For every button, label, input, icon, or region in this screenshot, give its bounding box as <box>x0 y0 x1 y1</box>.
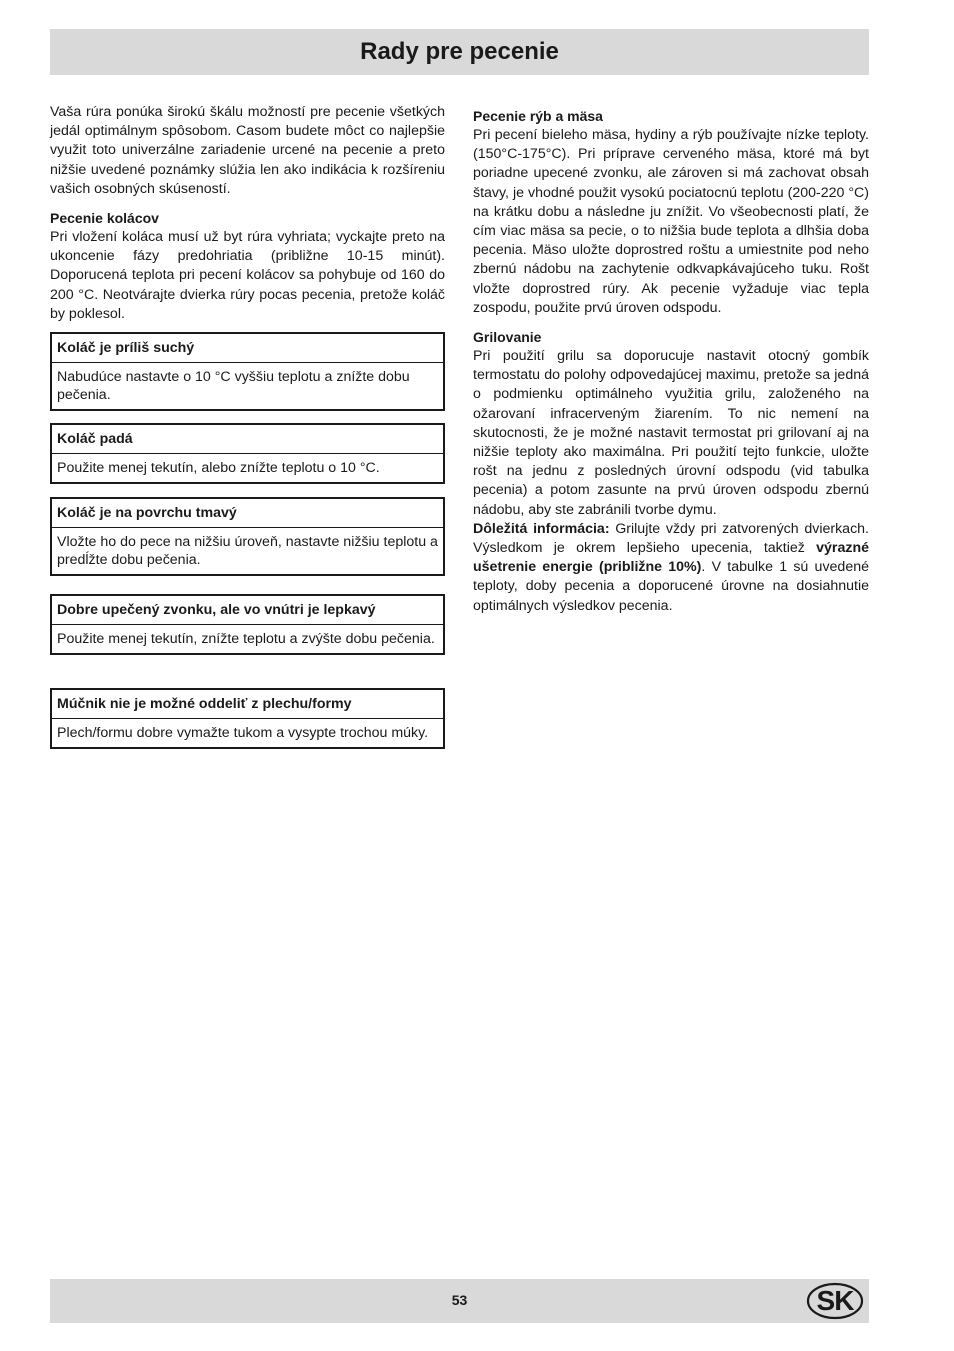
cakes-heading: Pecenie kolácov <box>50 210 159 227</box>
language-code: SK <box>816 1285 854 1316</box>
tip-body: Plech/formu dobre vymažte tukom a vysypte trochou múky. <box>57 725 429 741</box>
tip-title: Múčnik nie je možné oddeliť z plechu/formy <box>52 690 443 719</box>
cakes-paragraph: Pri vložení koláca musí už byt rúra vyhriata; vyckajte preto na ukoncenie fázy predohriatia (približne 10-15 minút). Doporucená teplota pri pecení kolácov sa pohybuje od 160 do 200 °C. Neotvárajte dvierka rúry pocas pecenia, pretože koláč by poklesol. <box>50 229 445 322</box>
tip-box-1 <box>50 332 445 411</box>
important-bold: výrazné ušetrenie energie (približne 10%) <box>473 540 869 576</box>
important-text-2: . V tabulke 1 sú uvedené teploty, doby pecenia a doporucené úrovne na dosiahnutie optimálnych výsledkov pecenia. <box>473 559 869 614</box>
intro-paragraph: Vaša rúra ponúka širokú škálu možností pre pecenie všetkých jedál optimálnym spôsobom. Casom budete môct co najlepšie využit toto univerzálne zariadenie urcené na pecenie a preto nižšie uvedené poznámky slúžia len ako indikácia k rozšíreniu vašich osobných skúseností. <box>50 104 445 197</box>
fish-meat-heading: Pecenie rýb a mäsa <box>473 108 603 124</box>
tip-box-4 <box>50 594 445 655</box>
tip-box-2 <box>50 423 445 484</box>
tip-title: Koláč je príliš suchý <box>52 334 443 363</box>
fish-meat-paragraph: Pri pecení bieleho mäsa, hydiny a rýb používajte nízke teploty. (150°C-175°C). Pri príprave cerveného mäsa, ktoré má byt poriadne upecené zvonku, ale zároven si má zachovat obsah štavy, je vhodné použit vysokú pociatocnú teplotu (200-220 °C) na krátku dobu a následne ju znížit. Vo všeobecnosti platí, že cím viac mäsa sa pecie, o to nižšia bude teplota a dlhšia doba pecenia. Mäso uložte doprostred roštu a umiestnite pod neho zbernú nádobu na zachytenie odkvapkávajúceho tuku. Rošt vložte doprostred rúry. Ak pecenie vyžaduje viac tepla zospodu, použite prvú úroven odspodu. <box>473 127 869 316</box>
important-label: Dôležitá informácia: <box>473 520 610 537</box>
title-bar <box>50 29 869 75</box>
important-paragraph <box>473 520 869 616</box>
grill-heading: Grilovanie <box>473 329 542 346</box>
tip-body: Použite menej tekutín, znížte teplotu a zvýšte dobu pečenia. <box>57 631 435 647</box>
tip-box-5 <box>50 688 445 749</box>
page-title: Rady pre pecenie <box>360 38 559 65</box>
footer-bar <box>50 1279 869 1323</box>
tip-title: Koláč padá <box>52 425 443 454</box>
tip-box-3 <box>50 497 445 576</box>
tip-title: Dobre upečený zvonku, ale vo vnútri je lepkavý <box>52 596 443 625</box>
tip-title: Koláč je na povrchu tmavý <box>52 499 443 528</box>
grill-paragraph: Pri použití grilu sa doporucuje nastavit otocný gombík termostatu do polohy odpovedajúcej maximu, pretože sa jedná o podmienku optimálneho využitia grilu, založeného na ožarovaní infracerveným žiarením. To nic nemení na skutocnosti, že je možné nastavit termostat pri grilovaní aj na nižšie teploty ako maximálna. Pri použití tejto funkcie, uložte rošt na jednu z posledných úrovní odspodu (vid tabulka pecenia) a potom zasunte na prvú úroven odspodu zbernú nádobu, aby ste zabránili tvorbe dymu. <box>473 348 869 518</box>
page-number: 53 <box>451 1292 468 1308</box>
tip-body: Vložte ho do pece na nižšiu úroveň, nastavte nižšiu teplotu a predĺžte dobu pečenia. <box>57 534 438 568</box>
right-column <box>473 107 869 616</box>
important-text-1: Grilujte vždy pri zatvorených dvierkach. Výsledkom je okrem lepšieho upecenia, taktiež <box>473 520 870 557</box>
tip-body: Použite menej tekutín, alebo znížte teplotu o 10 °C. <box>57 460 380 476</box>
left-column <box>50 103 445 324</box>
tip-body: Nabudúce nastavte o 10 °C vyššiu teplotu a znížte dobu pečenia. <box>57 369 410 403</box>
language-badge <box>805 1281 865 1321</box>
